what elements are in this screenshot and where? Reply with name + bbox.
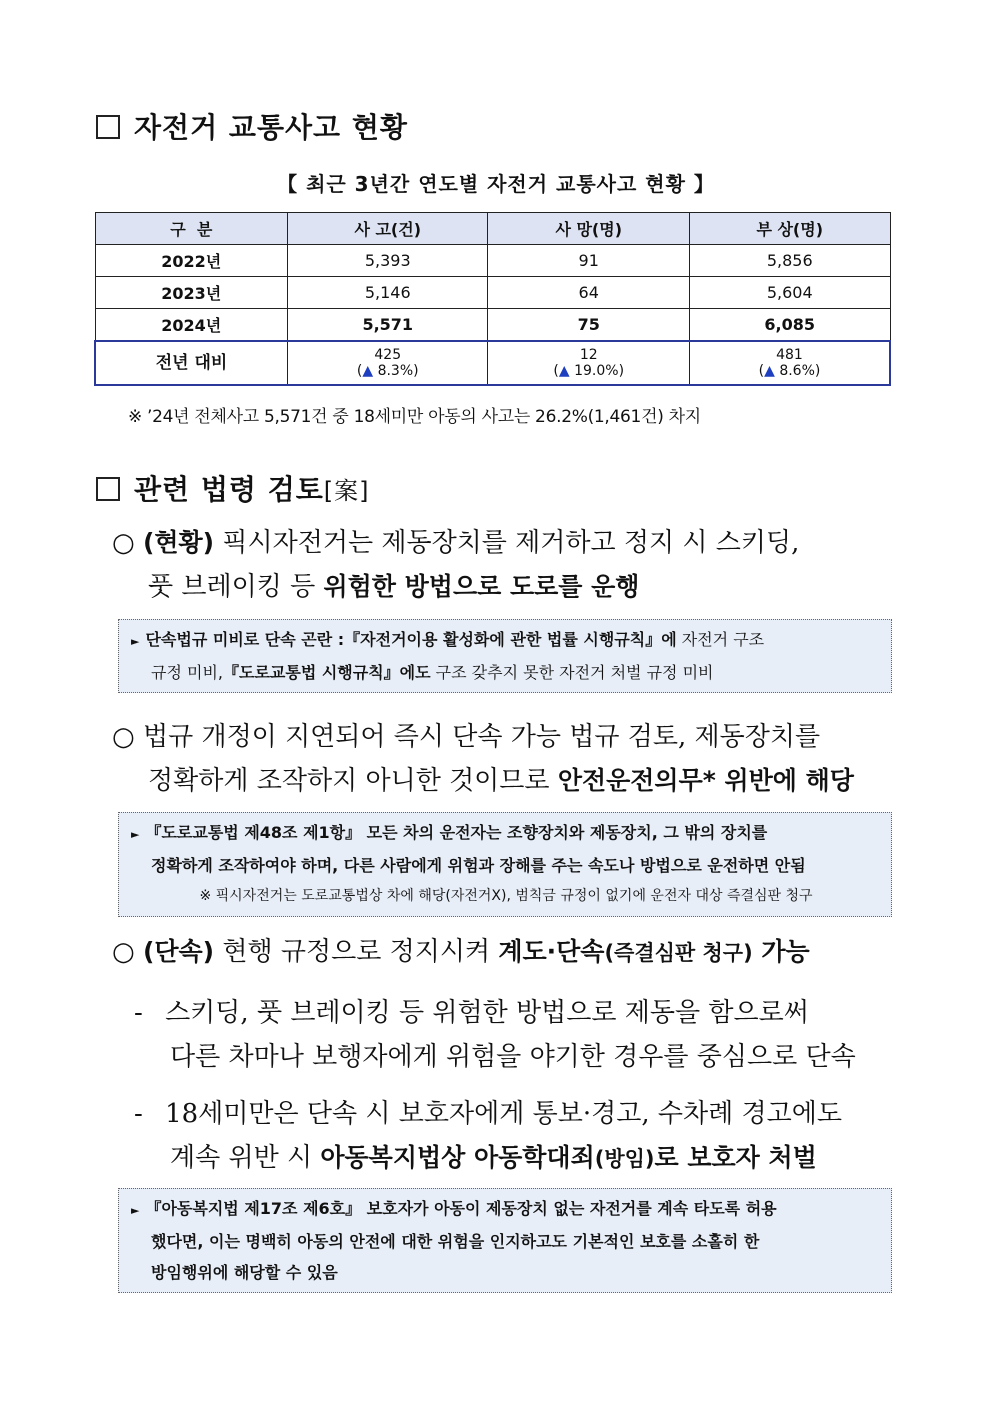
section-heading-legal-review: 관련 법령 검토[案] [96,468,370,508]
dash-item-skidding-line2: 다른 차마나 보행자에게 위험을 야기한 경우를 중심으로 단속 [170,1042,856,1072]
change-rate: (▲ 19.0%) [553,363,625,379]
header-deaths: 사 망(명) [488,213,689,245]
reference-box-child-welfare-act: ► 『아동복지법 제17조 제6호』 보호자가 아동이 제동장치 없는 자전거를 계속 타도록 허용 했다면, 이는 명백히 아동의 안전에 대한 위험을 인지하고도 기본적인 보호를 소홀히 한 방임행위에 해당할 수 있음 [118,1188,892,1293]
pointer-arrow-icon: ► [131,1204,140,1217]
row-label: 2022년 [95,245,288,277]
dash-item-minors-line2: 계속 위반 시 아동복지법상 아동학대죄(방임)로 보호자 처벌 [170,1143,817,1173]
table-row [95,245,890,277]
bullet-law-amendment-line2: 정확하게 조작하지 아니한 것이므로 안전운전의무* 위반에 해당 [148,766,854,796]
checkbox-square-icon [96,115,120,139]
change-value: 481 [776,347,803,363]
table-row [95,309,890,342]
cell-deaths: 64 [488,277,689,309]
change-rate: (▲ 8.6%) [758,363,821,379]
cell-deaths-change [488,341,689,385]
change-rate: (▲ 8.3%) [356,363,419,379]
comparison-row [95,341,890,385]
header-category: 구 분 [95,213,288,245]
comparison-label: 전년 대비 [95,341,288,385]
table-footnote: ※ ’24년 전체사고 5,571건 중 18세미만 아동의 사고는 26.2%(1,461건) 차지 [128,407,701,427]
label-enforcement: (단속) [142,937,215,966]
bullet-current-status: ○ (현황) 픽시자전거는 제동장치를 제거하고 정지 시 스키딩, [112,528,800,558]
row-label: 2023년 [95,277,288,309]
cell-accidents: 5,393 [288,245,488,277]
bullet-circle-icon: ○ [112,937,135,967]
bullet-current-status-line2: 풋 브레이킹 등 위험한 방법으로 도로를 운행 [148,572,640,602]
bullet-circle-icon: ○ [112,528,135,558]
cell-injuries: 6,085 [689,309,890,342]
dash-bullet: - [134,1099,143,1129]
table-title: 【 최근 3년간 연도별 자전거 교통사고 현황 】 [277,172,715,196]
cell-accidents-change [288,341,488,385]
header-accidents: 사 고(건) [288,213,488,245]
dash-item-skidding: - 스키딩, 풋 브레이킹 등 위험한 방법으로 제동을 함으로써 [134,998,809,1028]
section-heading-bicycle-accidents: 자전거 교통사고 현황 [96,106,408,146]
header-injuries: 부 상(명) [689,213,890,245]
dash-item-minors: - 18세미만은 단속 시 보호자에게 통보·경고, 수차례 경고에도 [134,1099,842,1129]
up-triangle-icon: ▲ [558,363,570,379]
cell-deaths: 75 [488,309,689,342]
row-label: 2024년 [95,309,288,342]
change-value: 12 [579,347,598,363]
table-header-row [95,213,890,245]
pointer-arrow-icon: ► [131,635,140,648]
change-value: 425 [374,347,402,363]
up-triangle-icon: ▲ [764,363,775,379]
table-row [95,277,890,309]
cell-accidents: 5,146 [288,277,488,309]
label-status: (현황) [142,528,215,557]
bullet-law-amendment: ○ 법규 개정이 지연되어 즉시 단속 가능 법규 검토, 제동장치를 [112,722,821,752]
checkbox-square-icon [96,477,120,501]
cell-accidents: 5,571 [288,309,488,342]
pointer-arrow-icon: ► [131,828,140,841]
cell-injuries: 5,856 [689,245,890,277]
cell-injuries-change [689,341,890,385]
reference-note: ※ 픽시자전거는 도로교통법상 차에 해당(자전거X), 범칙금 규정이 없기에 운전자 대상 즉결심판 청구 [199,888,813,904]
cell-deaths: 91 [488,245,689,277]
reference-box-traffic-act: ► 『도로교통법 제48조 제1항』 모든 차의 운전자는 조향장치와 제동장치, 그 밖의 장치를 정확하게 조작하여야 하며, 다른 사람에게 위험과 장해를 주는 속도나 방법으로 운전하면 안됨 ※ 픽시자전거는 도로교통법상 차에 해당(자전거X), 범칙금 규정이 없기에 운전자 대상 즉결심판 청구 [118,812,892,917]
up-triangle-icon: ▲ [362,363,374,379]
bullet-circle-icon: ○ [112,722,135,752]
dash-bullet: - [134,998,143,1028]
bullet-enforcement: ○ (단속) 현행 규정으로 정지시켜 계도·단속(즉결심판 청구) 가능 [112,937,810,967]
cell-injuries: 5,604 [689,277,890,309]
reference-box-regulation-gap: ► 단속법규 미비로 단속 곤란 :『자전거이용 활성화에 관한 법률 시행규칙』에 자전거 구조 규정 미비,『도로교통법 시행규칙』에도 구조 갖추지 못한 자전거 처벌 규정 미비 [118,619,892,693]
accident-stats-table [94,212,891,386]
